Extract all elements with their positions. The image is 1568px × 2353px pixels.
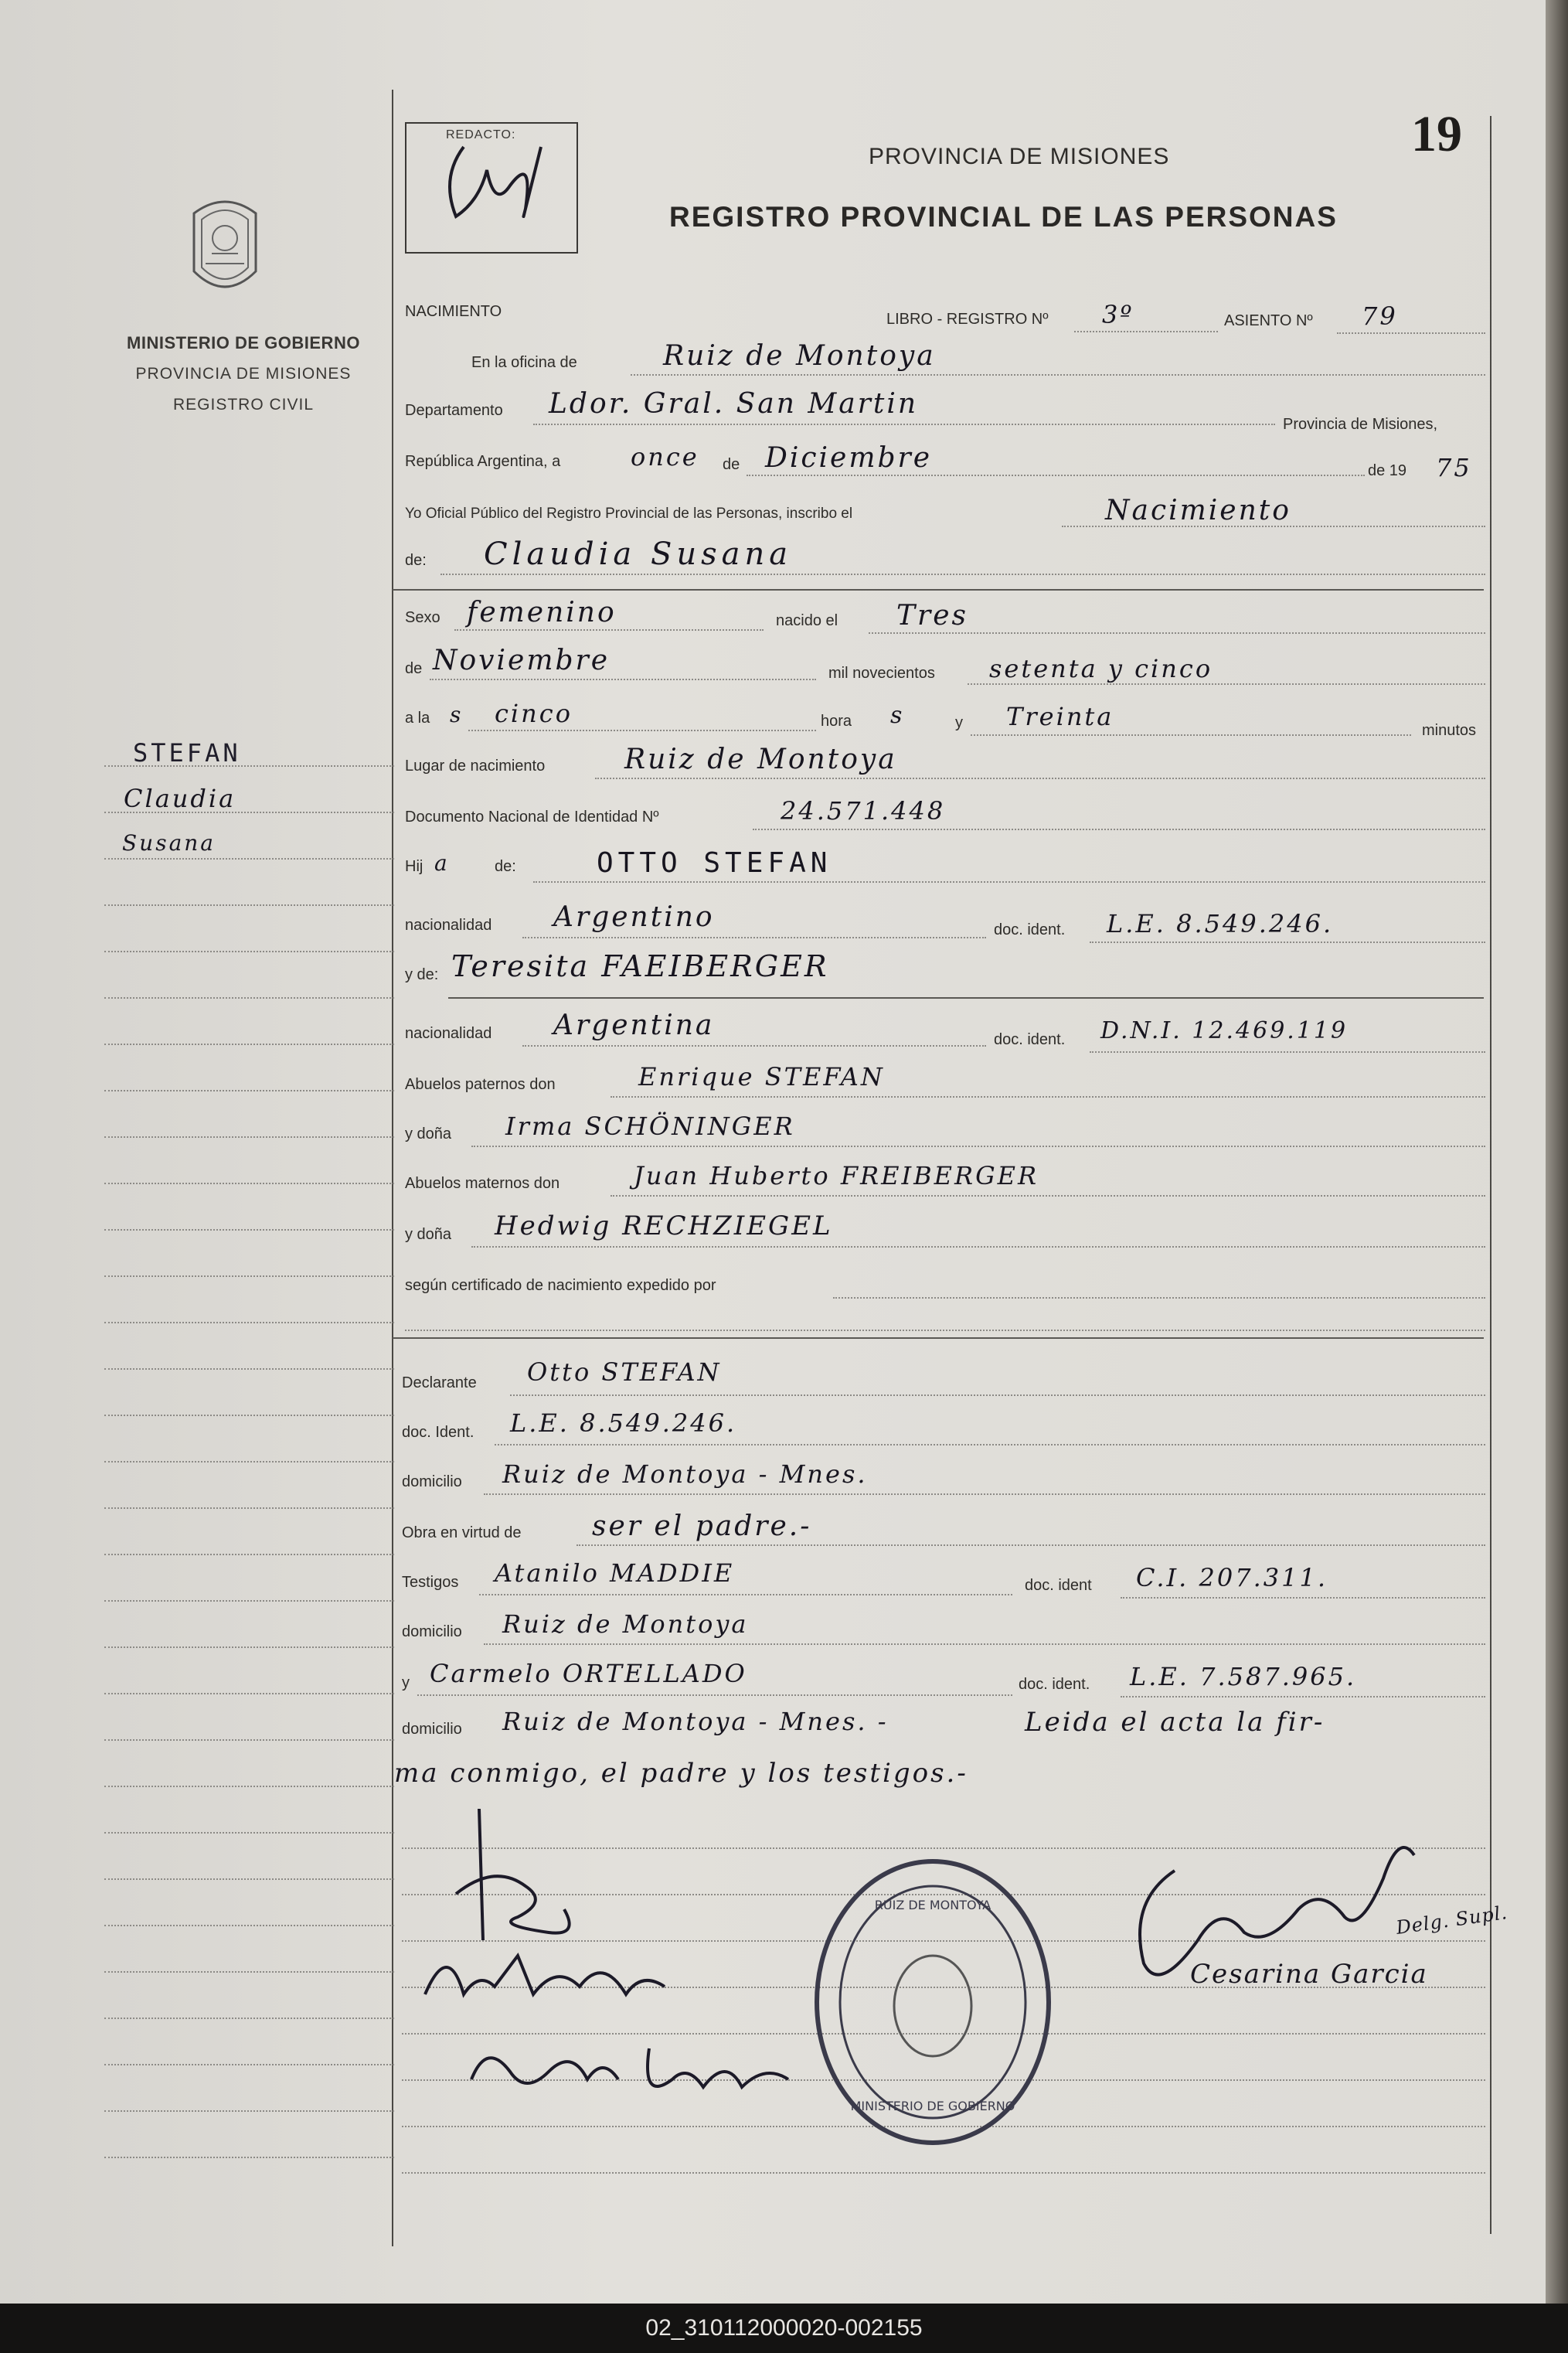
ministry-province: PROVINCIA DE MISIONES bbox=[135, 365, 352, 383]
segun-line-2 bbox=[405, 1330, 1485, 1331]
province-heading: PROVINCIA DE MISIONES bbox=[869, 144, 1170, 169]
de2-label: de bbox=[405, 660, 423, 677]
mes-value: Diciembre bbox=[765, 442, 933, 474]
doc-ident3-label: doc. Ident. bbox=[402, 1424, 474, 1441]
margin-line bbox=[104, 1507, 394, 1509]
anio-value: 75 bbox=[1436, 453, 1472, 482]
margin-line bbox=[104, 858, 394, 860]
doc-ident5-label: doc. ident. bbox=[1019, 1676, 1090, 1693]
y2-label: y bbox=[402, 1674, 410, 1691]
minutos-value: Treinta bbox=[1006, 702, 1114, 731]
lugar-label: Lugar de nacimiento bbox=[405, 758, 546, 775]
segun-label: según certificado de nacimiento expedido por bbox=[405, 1277, 716, 1294]
nacionalidad2-label: nacionalidad bbox=[405, 1025, 492, 1042]
nacionalidad-label: nacionalidad bbox=[405, 917, 492, 934]
svg-text:MINISTERIO DE GOBIERNO: MINISTERIO DE GOBIERNO bbox=[850, 2099, 1015, 2113]
sexo-label: Sexo bbox=[405, 609, 440, 626]
oficina-line bbox=[631, 374, 1485, 376]
margin-line bbox=[104, 1693, 394, 1694]
minutos-label: minutos bbox=[1422, 722, 1477, 739]
fecha-line bbox=[747, 475, 1365, 476]
domicilio-label: domicilio bbox=[402, 1473, 462, 1490]
libro-label: LIBRO - REGISTRO Nº bbox=[886, 311, 1049, 328]
lugar-value: Ruiz de Montoya bbox=[624, 744, 897, 775]
obra-value: ser el padre.- bbox=[592, 1510, 812, 1542]
abuelo-m: Juan Huberto FREIBERGER bbox=[634, 1161, 1039, 1190]
margin-line bbox=[104, 1646, 394, 1648]
sexo-line bbox=[454, 629, 764, 631]
abuela-m-line bbox=[471, 1246, 1485, 1248]
testigo1-doc: C.I. 207.311. bbox=[1136, 1563, 1328, 1592]
declarante-dom: Ruiz de Montoya - Mnes. bbox=[502, 1459, 868, 1489]
testigo1: Atanilo MADDIE bbox=[495, 1558, 735, 1588]
ministry-title: MINISTERIO DE GOBIERNO bbox=[127, 333, 360, 352]
anio-nac-line bbox=[968, 683, 1485, 685]
testigo2-doc-line bbox=[1121, 1696, 1485, 1697]
margin-line bbox=[104, 2157, 394, 2158]
obra-line bbox=[577, 1544, 1485, 1546]
page-number: 19 bbox=[1411, 106, 1462, 162]
de3-label: de: bbox=[495, 858, 516, 875]
abuela-m: Hedwig RECHZIEGEL bbox=[495, 1211, 833, 1241]
margin-line bbox=[104, 2110, 394, 2112]
nacido-dia: Tres bbox=[896, 600, 968, 632]
margin-line bbox=[104, 1461, 394, 1463]
alas-suffix: s bbox=[450, 702, 464, 727]
oficina-label: En la oficina de bbox=[471, 354, 577, 371]
abuela-p-line bbox=[471, 1146, 1485, 1147]
documento-value: 24.571.448 bbox=[781, 796, 946, 826]
y-label: y bbox=[955, 714, 963, 731]
anio-label: de 19 bbox=[1368, 462, 1407, 479]
nacionalidad-line bbox=[522, 937, 986, 938]
documento-line bbox=[753, 829, 1485, 830]
provincial-seal-icon bbox=[182, 190, 267, 306]
margin-line bbox=[104, 1554, 394, 1555]
hij-label: Hij bbox=[405, 858, 423, 875]
closing-text: ma conmigo, el padre y los testigos.- bbox=[394, 1758, 968, 1789]
obra-label: Obra en virtud de bbox=[402, 1524, 522, 1541]
margin-line bbox=[104, 1925, 394, 1926]
margin-line bbox=[104, 2064, 394, 2065]
nacido-mes: Noviembre bbox=[433, 645, 611, 676]
testigos-label: Testigos bbox=[402, 1574, 459, 1591]
hora-line bbox=[468, 730, 816, 731]
page-edge bbox=[1546, 0, 1568, 2304]
nacido-anio: setenta y cinco bbox=[989, 654, 1213, 683]
domicilio-line bbox=[484, 1493, 1485, 1495]
official-name: Cesarina Garcia bbox=[1190, 1959, 1428, 1990]
margin-line bbox=[104, 1971, 394, 1973]
official-role: Delg. Supl. bbox=[1394, 1902, 1509, 1939]
abuelo-m-line bbox=[611, 1195, 1485, 1197]
declarante-line bbox=[510, 1394, 1485, 1396]
testigo1-line bbox=[479, 1594, 1012, 1595]
declarante-value: Otto STEFAN bbox=[527, 1357, 722, 1387]
madre-doc: D.N.I. 12.469.119 bbox=[1100, 1017, 1349, 1044]
section-divider-2 bbox=[393, 1337, 1484, 1339]
nacido-label: nacido el bbox=[776, 612, 838, 629]
oficina-value: Ruiz de Montoya bbox=[663, 340, 936, 372]
margin-line bbox=[104, 1275, 394, 1277]
padre-value: OTTO STEFAN bbox=[597, 847, 832, 879]
nacido-line bbox=[869, 632, 1485, 634]
margin-surname: STEFAN bbox=[133, 738, 241, 768]
asiento-line bbox=[1337, 332, 1485, 334]
libro-line bbox=[1074, 331, 1218, 332]
departamento-label: Departamento bbox=[405, 402, 503, 419]
asiento-value: 79 bbox=[1362, 301, 1398, 331]
testigo2-doc: L.E. 7.587.965. bbox=[1130, 1662, 1357, 1691]
madre-value: Teresita FAEIBERGER bbox=[451, 949, 829, 983]
margin-line bbox=[104, 2018, 394, 2019]
abuelos-p-label: Abuelos paternos don bbox=[405, 1076, 556, 1093]
margin-line bbox=[104, 1090, 394, 1091]
declarante-label: Declarante bbox=[402, 1374, 477, 1391]
svg-text:RUIZ DE MONTOYA: RUIZ DE MONTOYA bbox=[874, 1898, 991, 1912]
declarante-doc-line bbox=[495, 1444, 1485, 1446]
segun-line bbox=[833, 1297, 1485, 1299]
witness2-signature bbox=[456, 2025, 811, 2110]
doc-ident4-label: doc. ident bbox=[1025, 1577, 1092, 1594]
departamento-line bbox=[533, 424, 1275, 425]
ministry-block bbox=[116, 328, 371, 421]
section-divider bbox=[393, 589, 1484, 591]
doc-ident2-label: doc. ident. bbox=[994, 1031, 1066, 1048]
margin-name-2: Susana bbox=[122, 830, 216, 856]
margin-line bbox=[104, 997, 394, 999]
margin-line bbox=[104, 951, 394, 952]
abuelo-p-line bbox=[611, 1096, 1485, 1098]
section-label: NACIMIENTO bbox=[405, 303, 502, 320]
ministry-registry: REGISTRO CIVIL bbox=[172, 396, 315, 414]
nombre-value: Claudia Susana bbox=[484, 536, 793, 572]
hora-suffix: s bbox=[890, 702, 905, 729]
margin-line bbox=[104, 1786, 394, 1787]
madre-doc-line bbox=[1090, 1051, 1485, 1053]
oficial-label: Yo Oficial Público del Registro Provincial de las Personas, inscribo el bbox=[405, 506, 853, 522]
mil-label: mil novecientos bbox=[828, 665, 935, 682]
margin-line bbox=[104, 1183, 394, 1184]
padre-line bbox=[533, 881, 1485, 883]
registry-stamp bbox=[811, 1855, 1055, 2149]
padre-doc: L.E. 8.549.246. bbox=[1107, 909, 1334, 938]
padre-doc-line bbox=[1090, 942, 1485, 943]
margin-line bbox=[104, 904, 394, 906]
testigo2: Carmelo ORTELLADO bbox=[430, 1659, 747, 1688]
margin-line bbox=[104, 1600, 394, 1602]
provincia-suffix: Provincia de Misiones, bbox=[1283, 416, 1438, 433]
alas-label: a la bbox=[405, 710, 430, 727]
witness1-signature bbox=[410, 1925, 711, 2018]
testigo1-dom-line bbox=[484, 1643, 1485, 1645]
margin-line bbox=[104, 1832, 394, 1834]
margin-line bbox=[104, 1368, 394, 1370]
ydona2-label: y doña bbox=[405, 1226, 452, 1243]
redacto-initials-signature bbox=[417, 131, 564, 247]
yde-label: y de: bbox=[405, 966, 439, 983]
margin-line bbox=[104, 1229, 394, 1231]
hij-suffix: a bbox=[434, 850, 450, 876]
mes-line bbox=[430, 679, 816, 680]
margin-name-1: Claudia bbox=[124, 784, 236, 813]
testigo1-dom: Ruiz de Montoya bbox=[502, 1609, 749, 1639]
testigo2-dom: Ruiz de Montoya - Mnes. - bbox=[502, 1707, 889, 1736]
testigo1-doc-line bbox=[1121, 1597, 1485, 1599]
left-margin-rule bbox=[392, 90, 393, 2246]
margin-line bbox=[104, 1136, 394, 1138]
hora-value: cinco bbox=[495, 699, 573, 728]
margin-line bbox=[104, 1415, 394, 1416]
testigo2-line bbox=[417, 1694, 1012, 1696]
documento-label: Documento Nacional de Identidad Nº bbox=[405, 809, 659, 826]
de-label: de bbox=[723, 456, 740, 473]
sexo-value: femenino bbox=[467, 597, 617, 628]
nacionalidad2-line bbox=[522, 1045, 986, 1047]
minutos-line bbox=[971, 734, 1411, 736]
asiento-label: ASIENTO Nº bbox=[1224, 312, 1313, 329]
dia-value: once bbox=[631, 442, 699, 472]
margin-line bbox=[104, 1739, 394, 1741]
madre-line bbox=[448, 997, 1484, 999]
margin-line bbox=[104, 1878, 394, 1880]
abuelo-p: Enrique STEFAN bbox=[638, 1062, 885, 1091]
declarante-doc: L.E. 8.549.246. bbox=[510, 1408, 737, 1438]
lugar-line bbox=[595, 778, 1485, 779]
redacto-label: REDACTO: bbox=[446, 128, 516, 141]
inscribo-value: Nacimiento bbox=[1105, 495, 1291, 526]
padre-nacionalidad: Argentino bbox=[553, 901, 715, 933]
madre-nacionalidad: Argentina bbox=[553, 1010, 715, 1041]
nombre-line bbox=[440, 574, 1485, 575]
libro-value: 3º bbox=[1102, 300, 1134, 329]
signature-line bbox=[402, 2172, 1485, 2174]
margin-line bbox=[104, 1322, 394, 1323]
margin-line bbox=[104, 1044, 394, 1045]
ydona-label: y doña bbox=[405, 1125, 452, 1142]
domicilio3-label: domicilio bbox=[402, 1721, 462, 1738]
doc-ident-label: doc. ident. bbox=[994, 921, 1066, 938]
domicilio2-label: domicilio bbox=[402, 1623, 462, 1640]
registry-heading: REGISTRO PROVINCIAL DE LAS PERSONAS bbox=[669, 201, 1338, 233]
republica-label: República Argentina, a bbox=[405, 453, 561, 470]
hora-label: hora bbox=[821, 713, 852, 730]
departamento-value: Ldor. Gral. San Martin bbox=[549, 388, 919, 420]
abuelos-m-label: Abuelos maternos don bbox=[405, 1175, 560, 1192]
filename-bar: 02_310112000020-002155 bbox=[0, 2304, 1568, 2353]
abuela-p: Irma SCHÖNINGER bbox=[505, 1112, 795, 1141]
leida-text: Leida el acta la fir- bbox=[1025, 1707, 1325, 1738]
de-nombre-label: de: bbox=[405, 552, 427, 569]
